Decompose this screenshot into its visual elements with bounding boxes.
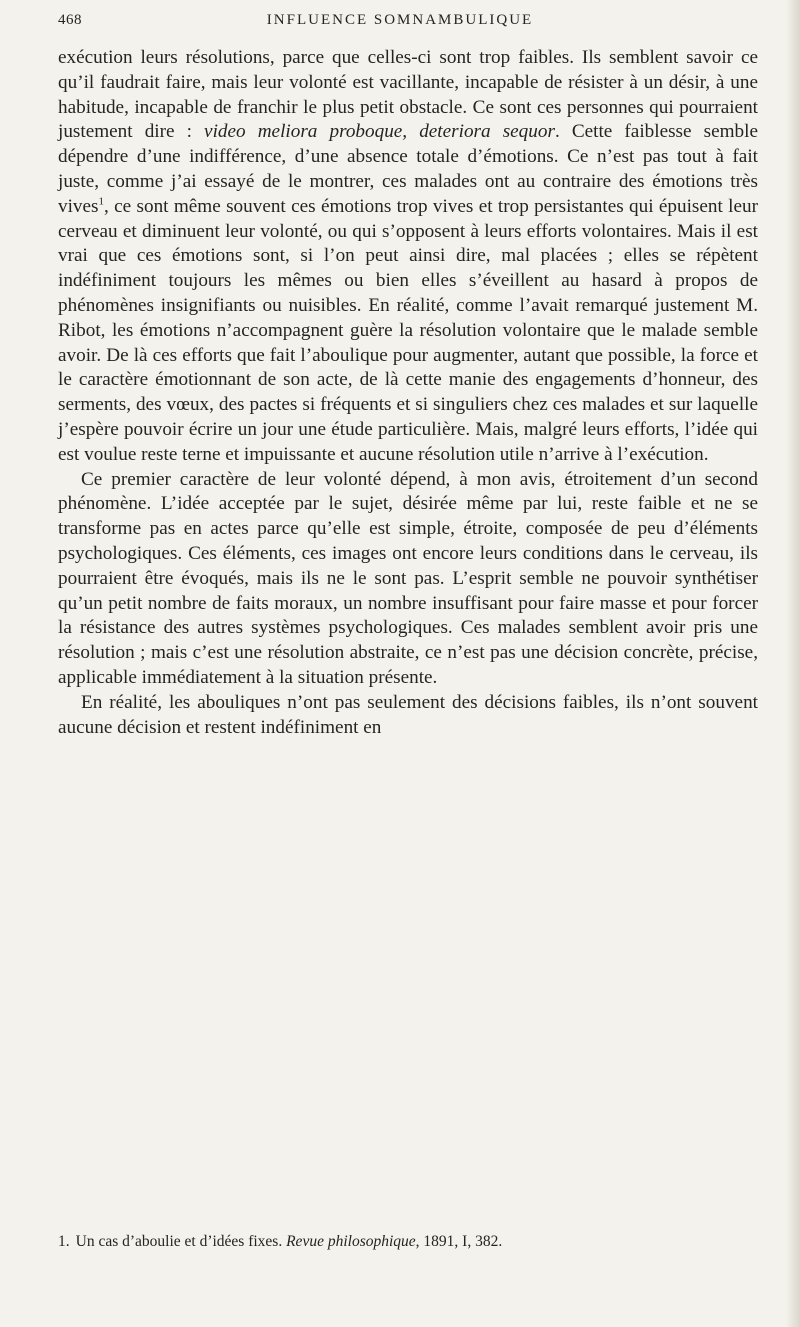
- body-text: [58, 46, 758, 740]
- page-edge-shadow: [786, 0, 800, 1327]
- paragraph-2: [58, 468, 758, 691]
- text-segment: . Cette faiblesse semble dépendre d’une indifférence, d’une absence totale d’émotions. Ce n’est pas tout à fait juste, comme j’ai essayé de le montrer, ces malades ont au contraire des émotions très vives: [58, 121, 758, 217]
- latin-quote: video meliora proboque, deteriora sequor: [204, 121, 555, 143]
- text-segment: En réalité, les abouliques n’ont pas seulement des décisions faibles, ils n’ont souvent aucune décision et restent indéfiniment en: [58, 691, 758, 738]
- paragraph-3: [58, 691, 758, 741]
- page-number: 468: [58, 12, 82, 28]
- footnote-ref[interactable]: 1: [98, 195, 105, 208]
- text-segment: exécution leurs résolutions, parce que celles-ci sont trop faibles. Ils semblent savoir ce qu’il faudrait faire, mais leur volonté est vacillante, incapable de résister à un désir, à une habitude, incapable de franchir le plus petit obstacle. Ce sont ces personnes qui pourraient justement dire :: [58, 47, 758, 143]
- footnote-number: 1.: [58, 1233, 70, 1250]
- paragraph-1: [58, 46, 758, 468]
- footnote: [58, 1232, 778, 1252]
- text-segment: , ce sont même souvent ces émotions trop vives et trop persistantes qui épuisent leur cerveau et diminuent leur volonté, ou qui s’opposent à leurs efforts volontaires. Mais il est vrai que ces émotions sont, si l’on peut ainsi dire, mal placées ; elles se répètent indéfiniment toujours les mêmes ou bien elles s’éveillent au hasard à propos de phénomènes insignifiants ou nuisibles. En réalité, comme l’avait remarqué justement M. Ribot, les émotions n’accompagnent guère la résolution volontaire que le malade semble avoir. De là ces efforts que fait l’aboulique pour augmenter, autant que possible, la force et le caractère émotionnant de son acte, de là cette manie des engagements d’honneur, des serments, des vœux, des pactes si fréquents et si singuliers chez ces malades et sur laquelle j’espère pouvoir écrire un jour une étude particulière. Mais, malgré leurs efforts, l’idée qui est voulue reste terne et impuissante et aucune résolution utile n’arrive à l’exécution.: [58, 195, 758, 465]
- text-segment: Ce premier caractère de leur volonté dépend, à mon avis, étroitement d’un second phénomène. L’idée acceptée par le sujet, désirée même par lui, reste faible et ne se transforme pas en actes parce qu’elle est simple, étroite, composée de peu d’éléments psychologiques. Ces éléments, ces images ont encore leurs conditions dans le cerveau, ils pourraient être évoqués, mais ils ne le sont pas. L’esprit semble ne pouvoir synthétiser qu’un petit nombre de faits moraux, un nombre insuffisant pour faire masse et pour forcer la résistance des autres systèmes psychologiques. Ces malades semblent avoir pris une résolution ; mais c’est une résolution abstraite, ce n’est pas une décision concrète, précise, applicable immédiatement à la situation présente.: [58, 468, 758, 688]
- footnote-citation: , 1891, I, 382.: [415, 1233, 503, 1250]
- running-title: INFLUENCE SOMNAMBULIQUE: [266, 12, 534, 28]
- footnote-text: Un cas d’aboulie et d’idées fixes.: [75, 1233, 287, 1250]
- footnote-journal: Revue philosophique: [286, 1233, 416, 1250]
- page-header: [0, 12, 800, 34]
